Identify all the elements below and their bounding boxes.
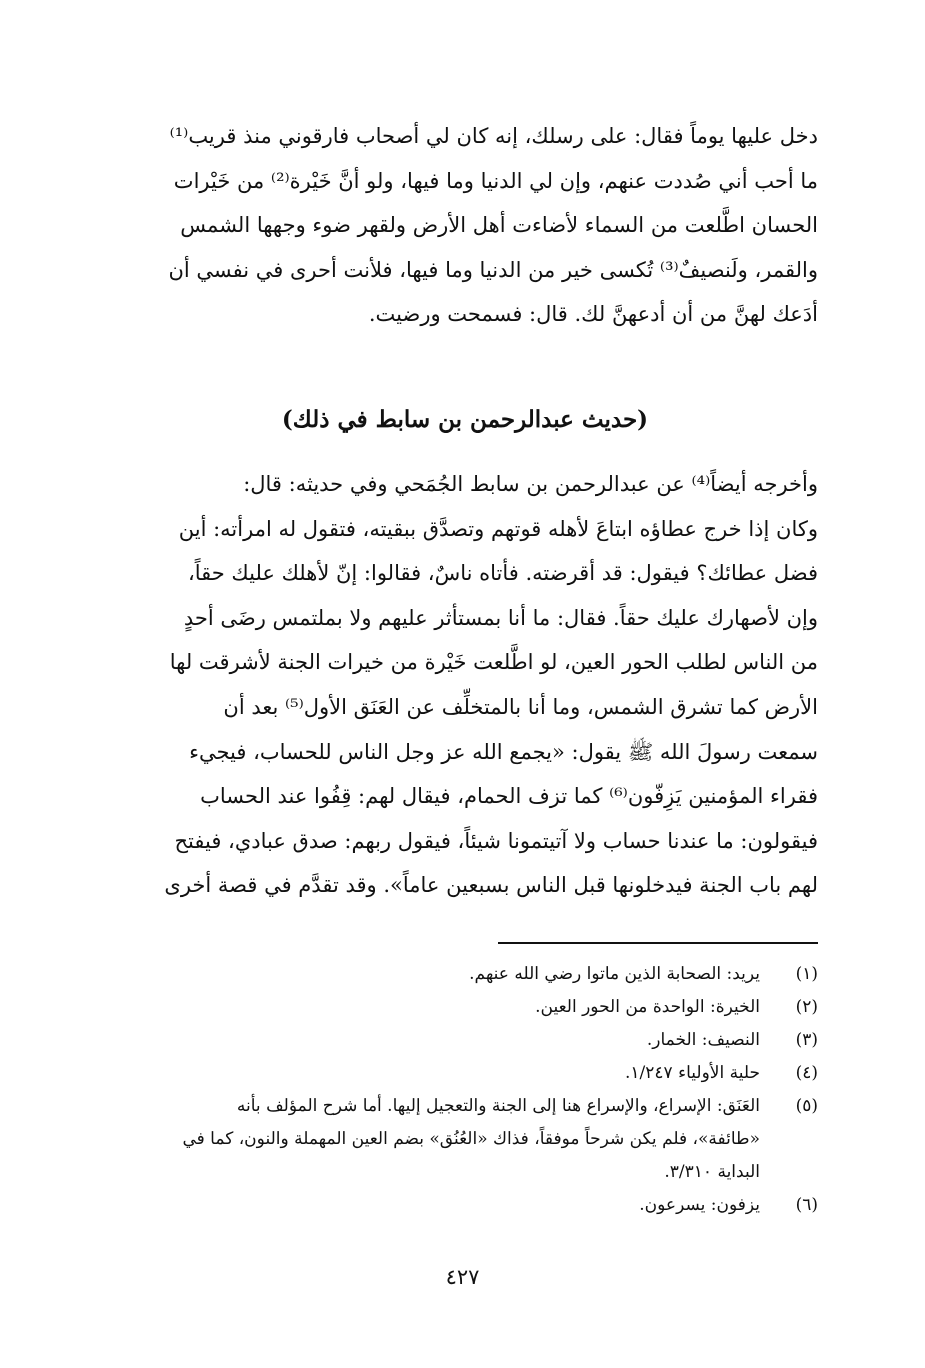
hadith-paragraph (112, 462, 818, 908)
footnote-number: (٢) (795, 997, 818, 1017)
footnote-line: العَنَق: الإسراع، والإسراع هنا إلى الجنة والتعجيل إليها. أما شرح المؤلف بأنه (236, 1096, 760, 1116)
text-line: الأرض كما تشرق الشمس، وما أنا بالمتخلِّف عن العَنَق الأول⁽⁵⁾ بعد أن (223, 694, 818, 719)
footnote-text (112, 1090, 760, 1189)
text-line: وكان إذا خرج عطاؤه ابتاعَ لأهله قوتهم وتصدَّق ببقيته، فتقول له امرأته: أين (178, 516, 818, 541)
footnote-line: البداية ٣/٣١٠. (664, 1162, 760, 1182)
footnote-number: (٥) (795, 1096, 818, 1116)
section-heading: (حديث عبدالرحمن بن سابط في ذلك) (281, 406, 649, 433)
footnote-line: يريد: الصحابة الذين ماتوا رضي الله عنهم. (469, 964, 760, 984)
footnote (112, 1057, 818, 1090)
text-line: دخل عليها يوماً فقال: على رسلك، إنه كان لي أصحاب فارقوني منذ قريب⁽¹⁾ (169, 124, 818, 148)
footnote-text (112, 1057, 760, 1090)
footnote-number: (٦) (795, 1195, 818, 1215)
text-line: فضل عطائك؟ فيقول: قد أقرضته. فأتاه ناسٌ، فقالوا: إنّ لأهلك عليك حقاً، (187, 561, 818, 586)
text-line: والقمر، ولَنصيفٌ⁽³⁾ تُكسى خير من الدنيا وما فيها، فلأنت أحرى في نفسي أن (168, 257, 818, 282)
text-line: الحسان اطَّلعت من السماء لأضاءت أهل الأرض ولقهر ضوء وجهها الشمس (180, 213, 818, 238)
text-line: فقراء المؤمنين يَزِفّون⁽⁶⁾ كما تزف الحمام، فيقال لهم: قِفُوا عند الحساب (200, 784, 818, 809)
footnote (112, 991, 818, 1024)
footnote-text (112, 958, 760, 991)
footnote-text (112, 991, 760, 1024)
text-line: من الناس لطلب الحور العين، لو اطَّلعت خَيْرة من خيرات الجنة لأشرقت لها (169, 650, 818, 675)
footnote-line: «طائفة»، فلم يكن شرحاً موفقاً، فذاك «العُنُق» بضم العين المهملة والنون، كما في (182, 1129, 760, 1149)
footnote-text (112, 1189, 760, 1222)
footnote-number: (١) (795, 964, 818, 984)
page-number: ٤٢٧ (445, 1265, 480, 1289)
footnote-line: النصيف: الخمار. (646, 1030, 760, 1050)
footnote-line: الخيرة: الواحدة من الحور العين. (535, 997, 760, 1017)
text-line: ما أحب أني صُددت عنهم، وإن لي الدنيا وما فيها، ولو أنَّ خَيْرة⁽²⁾ من خَيْرات (173, 168, 818, 193)
text-line: وأخرجه أيضاً⁽⁴⁾ عن عبدالرحمن بن سابط الجُمَحي وفي حديثه: قال: (243, 472, 818, 496)
footnote (112, 1090, 818, 1189)
text-line: وإن لأصهارك عليك حقاً. فقال: ما أنا بمستأثر عليهم ولا بملتمس رضَى أحدٍ (183, 605, 818, 630)
text-line: فيقولون: ما عندنا حساب ولا آتيتمونا شيئاً، فيقول ربهم: صدق عبادي، فيفتح (174, 828, 818, 853)
opening-paragraph (112, 114, 818, 337)
footnote-divider (498, 942, 818, 944)
footnote (112, 1024, 818, 1057)
footnote-line: يزفون: يسرعون. (639, 1195, 760, 1215)
text-line: أدَعك لهنَّ من أن أدعهنَّ لك. قال: فسمحت ورضيت. (368, 302, 818, 327)
footnote-line: حلية الأولياء ١/٢٤٧. (625, 1063, 760, 1083)
footnotes (112, 958, 818, 1222)
footnote-number: (٣) (795, 1030, 818, 1050)
footnote-text (112, 1024, 760, 1057)
text-line: لهم باب الجنة فيدخلونها قبل الناس بسبعين عاماً». وقد تقدَّم في قصة أخرى (164, 873, 818, 898)
footnote (112, 1189, 818, 1222)
text-line: سمعت رسولَ الله ﷺ يقول: «يجمع الله عز وجل الناس للحساب، فيجيء (189, 739, 818, 764)
footnote-number: (٤) (795, 1063, 818, 1083)
footnote (112, 958, 818, 991)
